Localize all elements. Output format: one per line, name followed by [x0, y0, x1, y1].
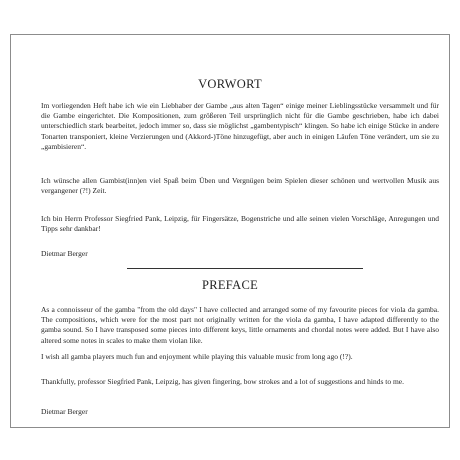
english-paragraph-3: Thankfully, professor Siegfried Pank, Leipzig, has given fingering, bow strokes and a lot of suggestions and hinds to me. — [41, 377, 404, 386]
english-signature: Dietmar Berger — [41, 407, 88, 416]
german-paragraph-1: Im vorliegenden Heft habe ich wie ein Liebhaber der Gambe „aus alten Tagen“ einige meiner Lieblingsstücke versammelt und für die Gambe eingerichtet. Die Kompositionen, zum größeren Teil ursprünglich nicht für die Gambe geschrieben, habe ich dabei unterschiedlich stark bearbeitet, jedoch immer so, dass sie möglichst „gambentypisch“ klingen. So habe ich einige Stücke in andere Tonarten transponiert, kleine Verzierungen und (Akkord-)Töne hinzugefügt, aber auch in einigen Läufen Töne verändert, um sie zu „gambisieren“. — [41, 101, 439, 151]
german-paragraph-3: Ich bin Herrn Professor Siegfried Pank, Leipzig, für Fingersätze, Bogenstriche und alle seinen vielen Vorschläge, Anregungen und Tipps sehr dankbar! — [41, 214, 439, 234]
section-divider — [127, 268, 363, 269]
german-title: VORWORT — [198, 77, 262, 91]
german-signature: Dietmar Berger — [41, 249, 88, 258]
english-title: PREFACE — [201, 278, 259, 292]
german-paragraph-2: Ich wünsche allen Gambist(inn)en viel Spaß beim Üben und Vergnügen beim Spielen dieser schönen und wertvollen Musik aus vergangener (?!) Zeit. — [41, 176, 439, 196]
preface-page — [10, 34, 450, 428]
english-paragraph-1: As a connoisseur of the gamba "from the old days" I have collected and arranged some of my favourite pieces for viola da gamba. The compositions, which were for the most part not originally written for the viola da gamba, I have adapted differently to the gamba sound. So I have transposed some pieces into different keys, little ornaments and chordal notes were added. But I have also altered some notes in scales to make them violan like. — [41, 305, 439, 345]
english-paragraph-2: I wish all gamba players much fun and enjoyment while playing this valuable music from long ago (!?). — [41, 352, 353, 361]
